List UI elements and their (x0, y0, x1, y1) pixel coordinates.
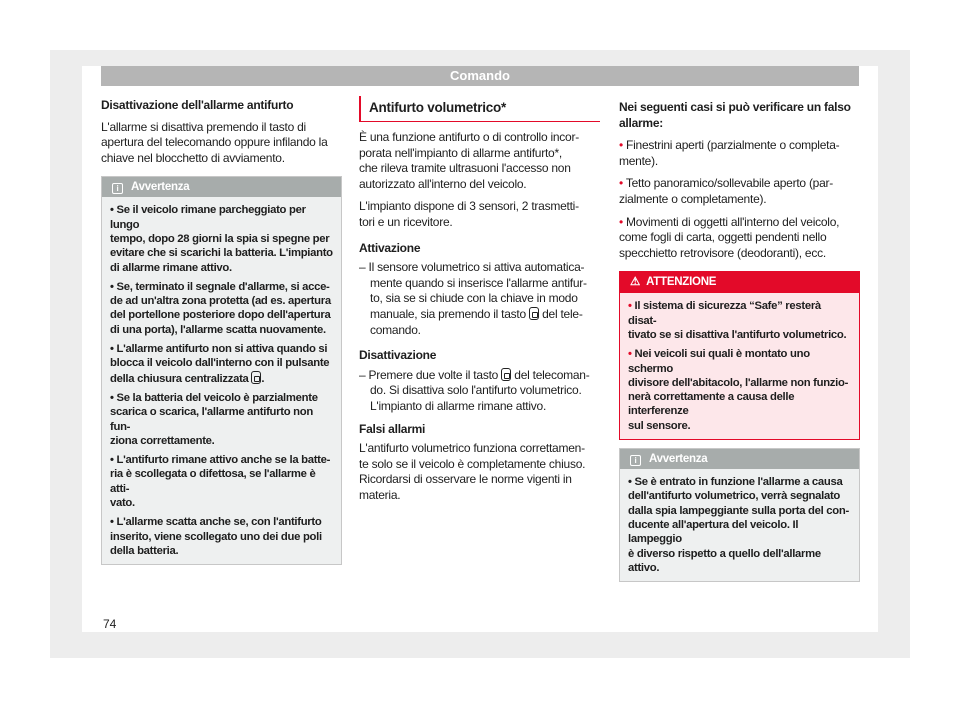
page-number: 74 (103, 617, 117, 631)
left-column (101, 98, 342, 565)
note-box (101, 176, 342, 565)
paragraph: L'antifurto volumetrico funziona correttamen- te solo se il veicolo è completamente chiuso. Ricordarsi di osservare le norme vigenti in materia. (359, 441, 586, 502)
note-item: • Se la batteria del veicolo è parzialmente scarica o scarica, l'allarme antifurto non fun- ziona correttamente. (110, 391, 318, 447)
lock-key-icon (251, 371, 261, 384)
middle-column (359, 96, 600, 510)
note-header (102, 177, 341, 197)
note-item: • Se il veicolo rimane parcheggiato per lungo tempo, dopo 28 giorni la spia si spegne per evitare che si scarichi la batteria. L'impianto di allarme rimane attivo. (110, 204, 333, 274)
note-item: • Se, terminato il segnale d'allarme, si acce- de ad un'altra zona protetta (ad es. apertura del portellone posteriore dopo dell'apertura di una porta), l'allarme scatta nuovamente. (110, 280, 331, 336)
note-item: • L'antifurto rimane attivo anche se la batte- ria è scollegata o difettosa, se l'allarme è atti- vato. (110, 454, 331, 510)
list-item: • Finestrini aperti (parzialmente o completa- mente). (619, 138, 840, 168)
paragraph: L'allarme si disattiva premendo il tasto di apertura del telecomando oppure infilando la chiave nel blocchetto di avviamento. (101, 119, 328, 165)
warning-title: ATTENZIONE (646, 276, 717, 289)
warning-box (619, 271, 860, 440)
info-icon: i (630, 455, 641, 466)
warning-triangle-icon: ⚠ (630, 276, 641, 289)
heading: Nei seguenti casi si può verificare un falso allarme: (619, 100, 851, 130)
paragraph: L'impianto dispone di 3 sensori, 2 trasmetti- tori e un ricevitore. (359, 199, 579, 229)
step: – Premere due volte il tasto del telecoman- do. Si disattiva solo l'antifurto volumetrico. L'impianto di allarme rimane attivo. (359, 367, 590, 413)
info-icon: i (112, 183, 123, 194)
list-item: • Movimenti di oggetti all'interno del veicolo, come fogli di carta, oggetti pendenti nello specchietto retrovisore (deodoranti), ecc. (619, 214, 840, 260)
right-column (619, 100, 860, 582)
lock-key-icon (529, 307, 539, 320)
note-item: • Se è entrato in funzione l'allarme a causa dell'antifurto volumetrico, verrà segnalato dalla spia lampeggiante sulla porta del con- ducente all'apertura del veicolo. Il lampeggio è diverso rispetto a quello dell'allarme attivo. (628, 476, 849, 574)
section-title: Antifurto volumetrico* (359, 96, 600, 122)
warning-item: • Nei veicoli sui quali è montato uno schermo divisore dell'abitacolo, l'allarme non funzio- nerà correttamente a causa delle interferenze sul sensore. (628, 348, 849, 432)
note-title: Avvertenza (649, 453, 708, 466)
note-item: • L'allarme scatta anche se, con l'antifurto inserito, viene scollegato uno dei due poli della batteria. (110, 516, 322, 557)
subheading-false-alarms: Falsi allarmi (359, 421, 426, 436)
paragraph: È una funzione antifurto o di controllo incor- porata nell'impianto di allarme antifurto*, che rileva tramite ultrasuoni l'accesso non autorizzato all'interno del veicolo. (359, 130, 579, 191)
warning-item: • Il sistema di sicurezza “Safe” resterà disat- tivato se si disattiva l'antifurto volumetrico. (628, 300, 847, 341)
list-item: • Tetto panoramico/sollevabile aperto (par- zialmente o completamente). (619, 176, 834, 206)
subheading-activation: Attivazione (359, 240, 421, 255)
lock-key-icon (501, 368, 511, 381)
chapter-header: Comando (101, 66, 859, 86)
warning-header (620, 272, 859, 293)
heading: Disattivazione dell'allarme antifurto (101, 98, 294, 112)
subheading-deactivation: Disattivazione (359, 348, 437, 363)
note-box (619, 448, 860, 582)
note-item: • L'allarme antifurto non si attiva quando si blocca il veicolo dall'interno con il pulsante della chiusura centralizzata . (110, 343, 330, 385)
note-header (620, 449, 859, 469)
step: – Il sensore volumetrico si attiva automatica- mente quando si inserisce l'allarme antifur- to, sia se si chiude con la chiave in modo manuale, sia premendo il tasto del tele- comando. (359, 260, 587, 337)
note-title: Avvertenza (131, 181, 190, 194)
